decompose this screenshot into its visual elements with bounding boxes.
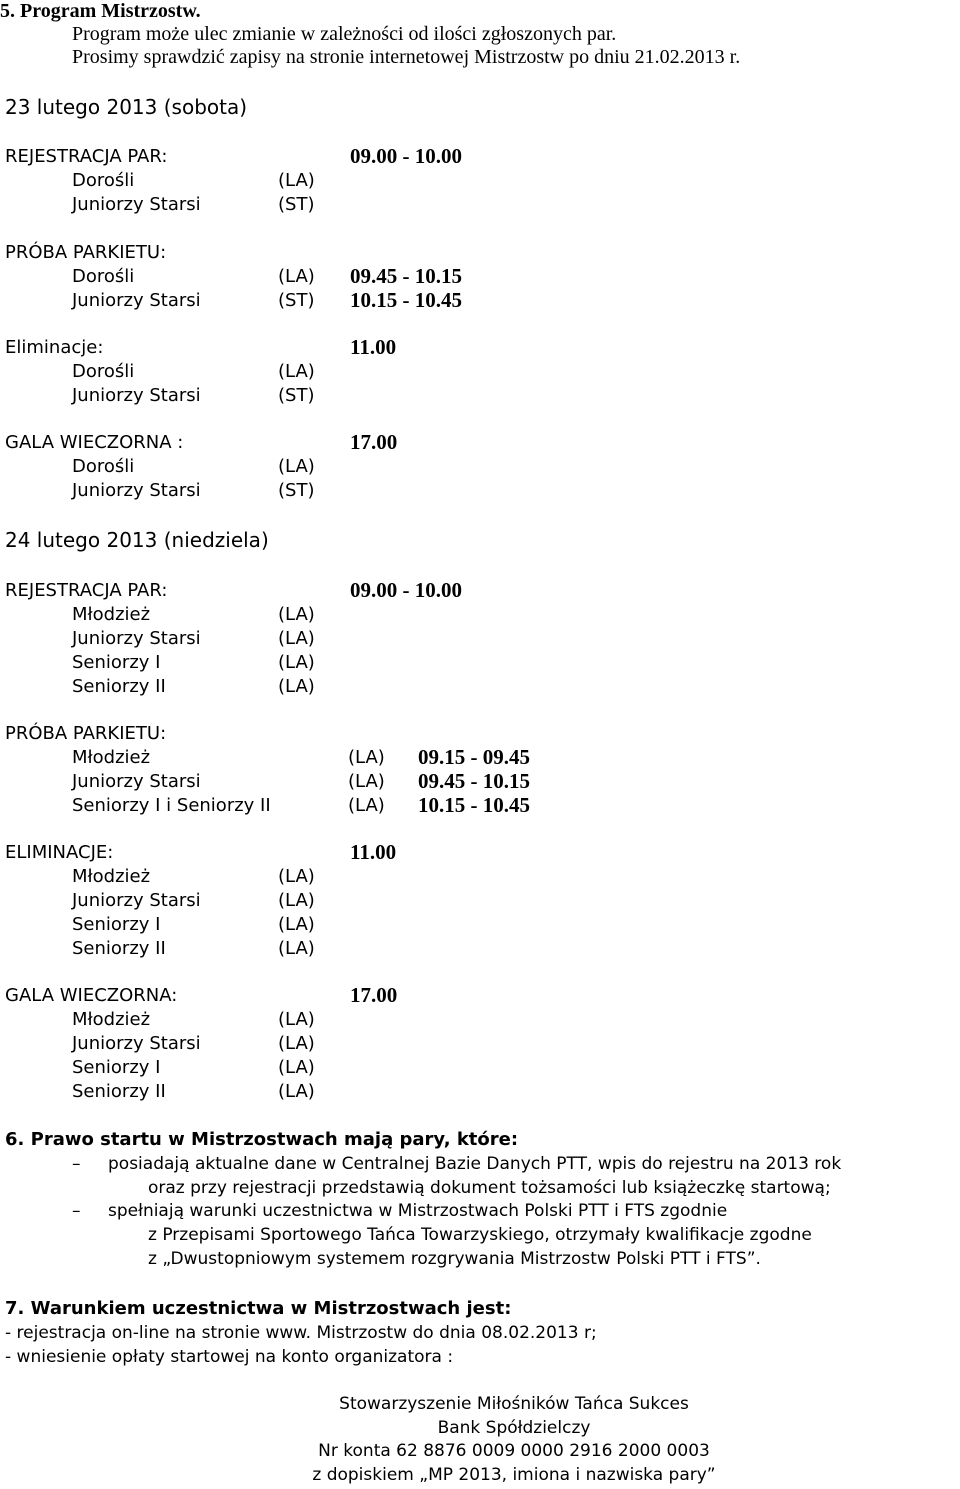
floor-trial-time: 10.15 - 10.45 <box>350 288 462 312</box>
category-name: Dorośli <box>72 170 135 191</box>
category-name: Juniorzy Starsi <box>72 890 201 911</box>
gala-time: 17.00 <box>350 983 398 1007</box>
eliminations-time: 11.00 <box>350 335 397 359</box>
category-name: Dorośli <box>72 266 135 287</box>
bullet-dash: – <box>72 1154 81 1174</box>
category-name: Młodzież <box>72 866 151 887</box>
floor-trial-label: PRÓBA PARKIETU: <box>5 242 167 263</box>
style-code: (LA) <box>278 938 315 959</box>
bullet-dash: – <box>72 1201 81 1221</box>
eliminations-label: ELIMINACJE: <box>5 842 114 863</box>
style-code: (LA) <box>278 456 315 477</box>
style-code: (LA) <box>278 1057 315 1078</box>
bank-name: Bank Spółdzielczy <box>437 1418 591 1438</box>
category-name: Dorośli <box>72 456 135 477</box>
style-code: (LA) <box>278 890 315 911</box>
style-code: (LA) <box>278 604 315 625</box>
floor-trial-time: 09.45 - 10.15 <box>418 769 530 793</box>
category-name: Seniorzy I i Seniorzy II <box>72 795 271 816</box>
eligibility-line: spełniają warunki uczestnictwa w Mistrzostwach Polski PTT i FTS zgodnie <box>108 1201 728 1221</box>
style-code: (LA) <box>278 676 315 697</box>
category-name: Seniorzy II <box>72 676 166 697</box>
gala-label: GALA WIECZORNA: <box>5 985 178 1006</box>
eligibility-line: z Przepisami Sportowego Tańca Towarzyskiego, otrzymały kwalifikacje zgodne <box>148 1225 812 1245</box>
category-name: Młodzież <box>72 604 151 625</box>
style-code: (ST) <box>278 480 315 501</box>
style-code: (LA) <box>278 266 315 287</box>
account-number: Nr konta 62 8876 0009 0000 2916 2000 0003 <box>318 1441 710 1461</box>
eligibility-line: z „Dwustopniowym systemem rozgrywania Mistrzostw Polski PTT i FTS”. <box>148 1249 761 1269</box>
style-code: (LA) <box>278 866 315 887</box>
registration-label: REJESTRACJA PAR: <box>5 146 168 167</box>
condition-line: - wniesienie opłaty startowej na konto organizatora : <box>5 1347 454 1367</box>
category-name: Seniorzy I <box>72 652 161 673</box>
condition-line: - rejestracja on-line na stronie www. Mistrzostw do dnia 08.02.2013 r; <box>5 1323 597 1343</box>
category-name: Seniorzy I <box>72 914 161 935</box>
style-code: (ST) <box>278 194 315 215</box>
section-7-heading: 7. Warunkiem uczestnictwa w Mistrzostwach jest: <box>5 1298 512 1319</box>
style-code: (LA) <box>278 1009 315 1030</box>
eligibility-line: oraz przy rejestracji przedstawią dokument tożsamości lub książeczkę startową; <box>148 1178 831 1198</box>
eliminations-label: Eliminacje: <box>5 337 104 358</box>
eligibility-line: posiadają aktualne dane w Centralnej Bazie Danych PTT, wpis do rejestru na 2013 rok <box>108 1154 842 1174</box>
section-6-heading: 6. Prawo startu w Mistrzostwach mają pary, które: <box>5 1129 519 1150</box>
category-name: Juniorzy Starsi <box>72 628 201 649</box>
style-code: (LA) <box>278 361 315 382</box>
category-name: Młodzież <box>72 747 151 768</box>
category-name: Juniorzy Starsi <box>72 385 201 406</box>
style-code: (LA) <box>278 652 315 673</box>
style-code: (LA) <box>278 1081 315 1102</box>
category-name: Juniorzy Starsi <box>72 290 201 311</box>
day-2-title: 24 lutego 2013 (niedziela) <box>5 528 269 552</box>
category-name: Młodzież <box>72 1009 151 1030</box>
category-name: Juniorzy Starsi <box>72 1033 201 1054</box>
style-code: (LA) <box>278 628 315 649</box>
style-code: (LA) <box>278 1033 315 1054</box>
category-name: Seniorzy II <box>72 1081 166 1102</box>
style-code: (LA) <box>348 747 385 768</box>
transfer-note: z dopiskiem „MP 2013, imiona i nazwiska pary” <box>312 1465 716 1485</box>
category-name: Juniorzy Starsi <box>72 194 201 215</box>
style-code: (LA) <box>348 771 385 792</box>
program-note-2: Prosimy sprawdzić zapisy na stronie internetowej Mistrzostw po dniu 21.02.2013 r. <box>72 46 741 68</box>
section-5-heading: 5. Program Mistrzostw. <box>0 0 201 22</box>
category-name: Dorośli <box>72 361 135 382</box>
program-note-1: Program może ulec zmianie w zależności od ilości zgłoszonych par. <box>72 23 617 45</box>
floor-trial-label: PRÓBA PARKIETU: <box>5 723 167 744</box>
registration-time: 09.00 - 10.00 <box>350 578 462 602</box>
day-1-title: 23 lutego 2013 (sobota) <box>5 95 248 119</box>
registration-label: REJESTRACJA PAR: <box>5 580 168 601</box>
eliminations-time: 11.00 <box>350 840 397 864</box>
style-code: (LA) <box>278 914 315 935</box>
category-name: Juniorzy Starsi <box>72 771 201 792</box>
account-holder: Stowarzyszenie Miłośników Tańca Sukces <box>339 1394 689 1414</box>
floor-trial-time: 09.45 - 10.15 <box>350 264 462 288</box>
gala-label: GALA WIECZORNA : <box>5 432 184 453</box>
style-code: (ST) <box>278 290 315 311</box>
floor-trial-time: 09.15 - 09.45 <box>418 745 530 769</box>
registration-time: 09.00 - 10.00 <box>350 144 462 168</box>
category-name: Juniorzy Starsi <box>72 480 201 501</box>
style-code: (LA) <box>278 170 315 191</box>
category-name: Seniorzy I <box>72 1057 161 1078</box>
floor-trial-time: 10.15 - 10.45 <box>418 793 530 817</box>
style-code: (LA) <box>348 795 385 816</box>
category-name: Seniorzy II <box>72 938 166 959</box>
gala-time: 17.00 <box>350 430 398 454</box>
style-code: (ST) <box>278 385 315 406</box>
